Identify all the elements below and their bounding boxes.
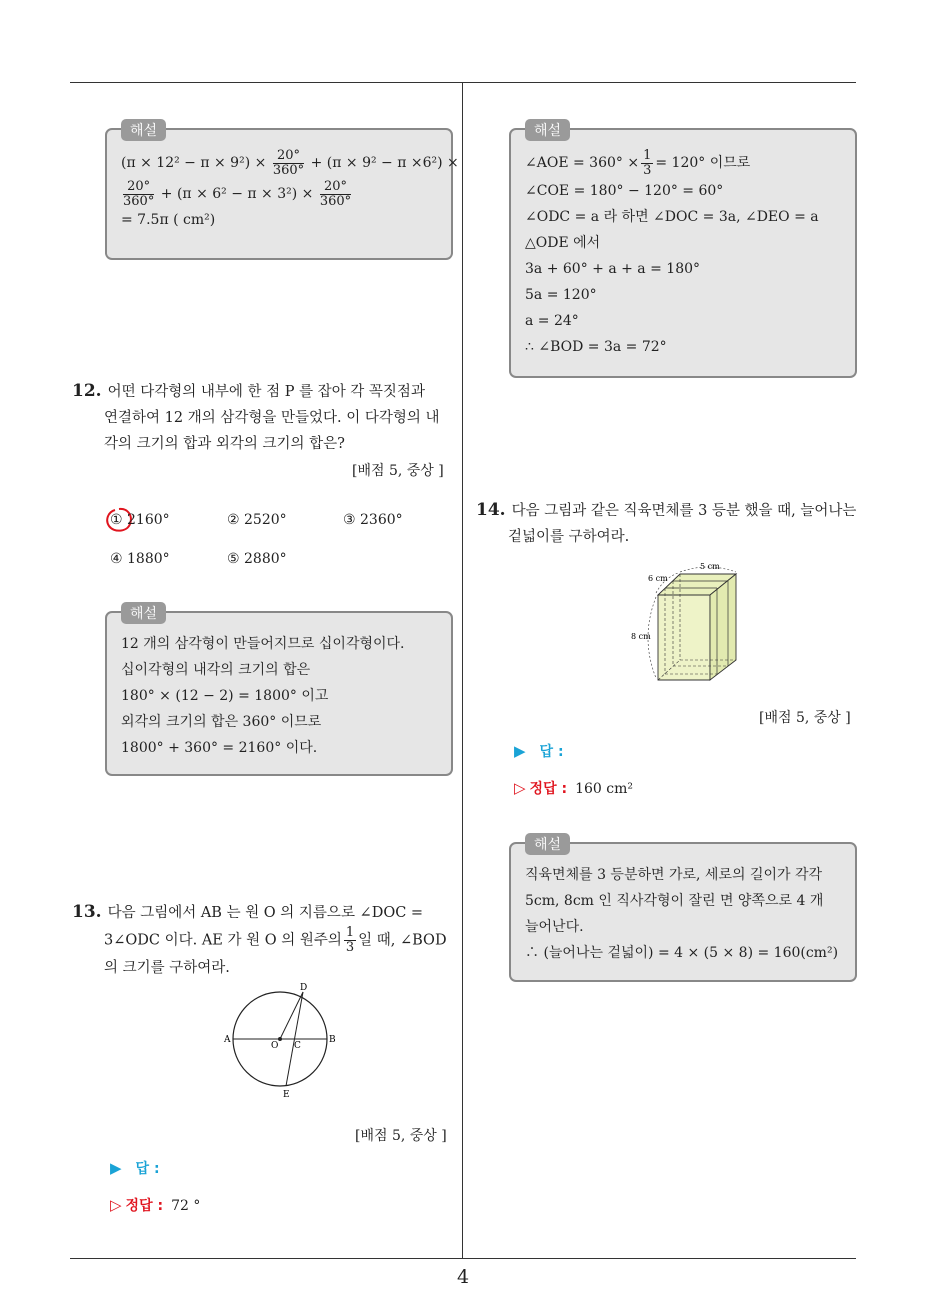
q13-sol-expr: ∠AOE = 360° × — [525, 155, 640, 171]
q14-question — [476, 497, 866, 550]
frac-den: 360° — [123, 193, 155, 209]
label-B: B — [329, 1035, 336, 1045]
q11-solution-line1 — [121, 147, 459, 178]
q13-line: 다음 그림에서 AB 는 원 O 의 지름으로 ∠DOC = — [107, 905, 424, 921]
top-rule — [70, 82, 856, 83]
label-O: O — [271, 1041, 279, 1051]
outline-play-icon: ▷ — [514, 779, 526, 797]
q14-cuboid-figure — [628, 560, 753, 685]
solution-tag: 해설 — [121, 119, 166, 141]
q13-solution-line: ∴ ∠BOD = 3a = 72° — [525, 339, 667, 355]
q13-line: 3∠ODC 이다. AE 가 원 O 의 원주의 — [104, 932, 342, 949]
q11-solution-line3: = 7.5π ( cm²) — [121, 212, 216, 228]
q13-correct-answer — [110, 1195, 200, 1215]
frac-den: 3 — [643, 162, 652, 178]
q11-frac-2 — [123, 180, 154, 209]
q11-frac-3 — [320, 180, 351, 209]
correct-label: 정답 : — [125, 1198, 164, 1214]
label-D: D — [300, 983, 308, 993]
q12-line: 각의 크기의 합과 외각의 크기의 합은? — [104, 436, 345, 452]
q13-solution-line: ∠ODC = a 라 하면 ∠DOC = 3a, ∠DEO = a — [525, 209, 819, 225]
q12-question — [72, 378, 457, 457]
frac-num: 20° — [273, 149, 304, 164]
q14-solution-line: 늘어난다. — [525, 919, 584, 935]
play-icon: ▶ — [110, 1159, 122, 1177]
q13-score: [배점 5, 중상 ] — [355, 1128, 447, 1144]
q13-solution-line: 3a + 60° + a + a = 180° — [525, 261, 701, 277]
q12-line: 연결하여 12 개의 삼각형을 만들었다. 이 다각형의 내 — [104, 410, 440, 426]
label-width: 5 cm — [700, 562, 720, 571]
frac-num: 1 — [643, 147, 652, 163]
q12-choice-1[interactable]: ① 2160° — [110, 512, 170, 528]
label-E: E — [283, 1090, 290, 1100]
q14-solution-line: 5cm, 8cm 인 직사각형이 잘린 면 양쪽으로 4 개 — [525, 893, 824, 909]
q13-frac — [344, 926, 356, 955]
q12-number: 12. — [72, 381, 102, 401]
correct-value: 72 ° — [171, 1198, 201, 1214]
q12-solution-line: 12 개의 삼각형이 만들어지므로 십이각형이다. — [121, 636, 405, 652]
answer-label: 답 : — [135, 1161, 160, 1177]
q11-expr-a: (π × 12² − π × 9²) × — [121, 155, 267, 171]
q13-solution-line1 — [525, 148, 841, 178]
q12-solution-line: 180° × (12 − 2) = 1800° 이고 — [121, 688, 329, 704]
q13-line: 일 때, ∠BOD — [358, 932, 447, 949]
q12-line: 어떤 다각형의 내부에 한 점 P 를 잡아 각 꼭짓점과 — [107, 384, 425, 400]
q13-line: 의 크기를 구하여라. — [104, 960, 230, 976]
solution-tag: 해설 — [525, 119, 570, 141]
q13-answer — [110, 1158, 160, 1178]
q14-line: 겉넓이를 구하여라. — [508, 529, 630, 545]
q11-solution-line2 — [121, 178, 437, 210]
frac-den: 3 — [345, 940, 355, 955]
q14-solution-line: 직육면체를 3 등분하면 가로, 세로의 길이가 각각 — [525, 867, 823, 883]
correct-value: 160 cm² — [575, 781, 633, 797]
solution-tag: 해설 — [525, 833, 570, 855]
label-depth: 6 cm — [648, 574, 668, 583]
q13-solution-line: 5a = 120° — [525, 287, 597, 303]
frac-num: 20° — [320, 180, 351, 195]
q12-score: [배점 5, 중상 ] — [352, 463, 444, 479]
answer-label: 답 : — [539, 744, 564, 760]
correct-label: 정답 : — [529, 781, 568, 797]
frac-den: 360° — [319, 193, 352, 209]
q13-solution-line: a = 24° — [525, 313, 579, 329]
play-icon: ▶ — [514, 742, 526, 760]
q12-solution-line: 외각의 크기의 합은 360° 이므로 — [121, 714, 322, 730]
q11-solution-box — [105, 123, 459, 260]
bottom-rule — [70, 1258, 856, 1259]
page-number: 4 — [456, 1266, 470, 1288]
q14-score: [배점 5, 중상 ] — [759, 710, 851, 726]
q14-correct-answer — [514, 778, 633, 798]
q13-sol-expr: = 120° 이므로 — [655, 155, 751, 171]
q11-expr-b: + (π × 9² − π ×6²) × — [310, 155, 459, 171]
q12-choice-3[interactable]: ③ 2360° — [343, 512, 403, 528]
q14-answer — [514, 741, 564, 761]
q12-solution-box — [105, 606, 453, 776]
column-divider — [462, 82, 463, 1258]
frac-num: 20° — [123, 180, 154, 195]
q13-solution-line: ∠COE = 180° − 120° = 60° — [525, 183, 724, 199]
q11-expr-c: + (π × 6² − π × 3²) × — [160, 186, 314, 202]
q13-solution-box — [509, 123, 857, 378]
q14-solution-line: ∴ (늘어나는 겉넓이) = 4 × (5 × 8) = 160(cm²) — [525, 945, 839, 961]
q14-line: 다음 그림과 같은 직육면체를 3 등분 했을 때, 늘어나는 — [511, 503, 857, 519]
frac-num: 1 — [345, 925, 355, 940]
q13-question — [72, 899, 457, 981]
frac-den: 360° — [272, 162, 305, 178]
label-height: 8 cm — [631, 632, 651, 641]
q12-choice-2[interactable]: ② 2520° — [227, 512, 287, 528]
q14-number: 14. — [476, 500, 506, 520]
q13-circle-figure — [220, 982, 345, 1100]
solution-tag: 해설 — [121, 602, 166, 624]
label-C: C — [294, 1041, 301, 1051]
q13-number: 13. — [72, 902, 102, 922]
q13-sol-frac — [641, 149, 653, 178]
q11-frac-1 — [273, 149, 304, 178]
q12-choice-5[interactable]: ⑤ 2880° — [227, 551, 287, 567]
q12-choice-4[interactable]: ④ 1880° — [110, 551, 170, 567]
q12-solution-line: 십이각형의 내각의 크기의 합은 — [121, 662, 311, 678]
q13-solution-line: △ODE 에서 — [525, 235, 601, 251]
outline-play-icon: ▷ — [110, 1196, 122, 1214]
label-A: A — [224, 1035, 231, 1045]
q12-solution-line: 1800° + 360° = 2160° 이다. — [121, 740, 318, 756]
q14-solution-box — [509, 837, 857, 982]
